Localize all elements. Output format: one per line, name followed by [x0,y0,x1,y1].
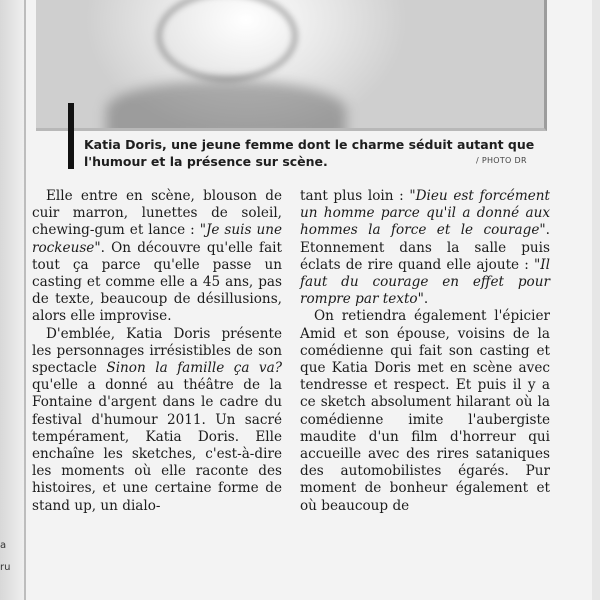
paragraph: On retiendra également l'épicier Amid et son épouse, voisins de la comédienne qui fait son casting et que Katia Doris met en scène avec tendresse et respect. Et puis il y a ce sketch absolument hilarant où la comédienne imite l'aubergiste maudite d'un film d'horreur qui accueille avec des rires sataniques des automobilistes égarés. Pur moment de bonheur également et où beaucoup de [300,308,550,514]
adjacent-column-strip [0,0,26,600]
margin-fragment: a [0,540,7,551]
photo-credit: / PHOTO DR [476,156,527,165]
quote: "Dieu est forcément un homme parce qu'il a donné aux hommes la force et le courage" [300,188,550,239]
article-column-1 [32,188,282,515]
photo-caption: Katia Doris, une jeune femme dont le charme séduit autant que l'humour et la présence sur scène. [84,137,535,169]
margin-fragment: ru [0,562,11,573]
article-photo [36,0,547,131]
quote: "Je suis une rockeuse" [32,222,283,256]
quote: "Il faut du courage en effet pour rompre par texto" [300,256,550,308]
article-column-2 [300,188,550,515]
paragraph: tant plus loin : "Dieu est forcément un homme parce qu'il a donné aux hommes la force et le courage". Etonnement dans la salle puis éclats de rire quand elle ajoute : "Il faut du courage en effet pour rompre par texto". [300,188,550,308]
caption-marker [68,103,74,169]
page-edge [592,0,600,600]
paragraph: D'emblée, Katia Doris présente les personnages irrésistibles de son spectacle Sinon la famille ça va? qu'elle a donné au théâtre de la Fontaine d'argent dans le cadre du festival d'humour 2011. Un sacré tempérament, Katia Doris. Elle enchaîne les sketches, c'est-à-dire les moments où elle raconte des histoires, et une certaine forme de stand up, un dialo- [32,325,282,514]
paragraph: Elle entre en scène, blouson de cuir marron, lunettes de soleil, chewing-gum et lance : "Je suis une rockeuse". On découvre qu'elle fait tout ça parce qu'elle passe un casting et comme elle a 45 ans, pas de texte, beaucoup de désillusions, alors elle improvise. [32,188,283,325]
show-title: Sinon la famille ça va? [106,360,282,377]
